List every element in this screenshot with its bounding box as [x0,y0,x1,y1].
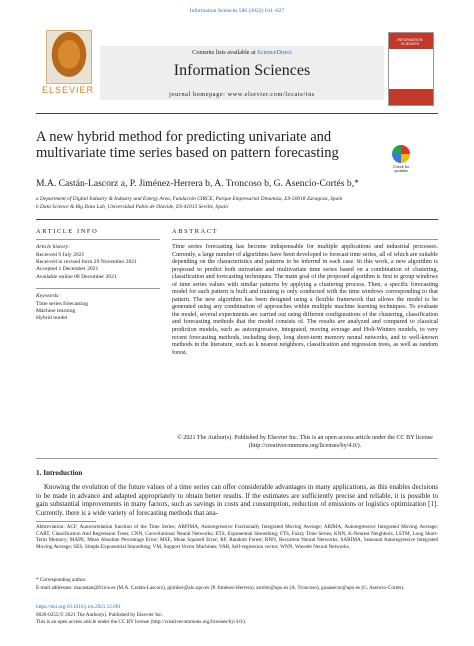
email-addresses[interactable]: E-mail addresses: macastan@fcirce.es (M.A. Castán-Lascorz), pjimher@alu.upo.es (P. Jiménez-Herrera), atrolor@upo.es (A. Troncoso), guaasecor@upo.es (G. Asencio-Cortés). [36,585,405,591]
section-heading-introduction: 1. Introduction [36,469,83,477]
article-title: A new hybrid method for predicting univariate and multivariate time series based on pattern forecasting [36,129,339,161]
check-updates-icon[interactable] [392,145,410,163]
elsevier-logo [38,30,98,100]
divider [36,239,160,240]
keyword-list [36,301,166,323]
elsevier-tree-icon [46,30,92,84]
license-line[interactable]: This is an open access article under the CC BY license (http://creativecommons.org/licenses/by/4.0/). [36,619,247,625]
journal-homepage[interactable]: journal homepage: www.elsevier.com/locate/ins [169,91,315,98]
keyword: Machine learning [36,308,76,315]
history-item: Accepted 1 December 2021 [36,266,99,273]
publisher-name: ELSEVIER [41,85,95,95]
history-label: Article history: [36,244,71,250]
corresponding-author-note: * Corresponding author. [36,577,87,583]
divider [36,219,438,220]
history-item: Received in revised form 29 November 2021 [36,259,137,266]
journal-reference[interactable]: Information Sciences 586 (2022) 611–627 [189,8,285,14]
copyright-notice: © 2021 The Author(s). Published by Elsevier Inc. This is an open access article under the CC BY license (http://creativecommons.org/licenses/by/4.0/). [177,435,433,449]
check-updates-label[interactable]: Check for updates [392,165,410,174]
contents-prefix: Contents lists available at [192,49,258,56]
history-item: Available online 08 December 2021 [36,273,117,280]
contents-line [100,49,384,56]
sciencedirect-link[interactable]: ScienceDirect [257,49,292,56]
abstract-heading: ABSTRACT [172,228,219,235]
article-history [36,252,166,281]
keyword: Hybrid model [36,315,68,322]
cover-title: INFORMATION SCIENCES [397,38,423,47]
issn-line: 0020-0255/© 2021 The Author(s). Published by Elsevier Inc. [36,612,164,618]
divider [36,288,160,289]
keywords-label: Keywords: [36,293,61,299]
introduction-paragraph: Knowing the evolution of the future values of a time series can offer considerable advantages in many applications, as this enables decisions to be made in advance and adapted appropriately to obtain better results. If the estimates are sufficiently precise and reliable, it is possible to gain substantial improvements in many factors, such as savings in costs and consumption, reduction of emissions or logistics optimization [1]. Currently, there is a wide variety of forecasting methods that ana- [36,483,438,517]
history-item: Received 9 July 2021 [36,252,85,258]
author-list: M.A. Castán-Lascorz a, P. Jiménez-Herrera b, A. Troncoso b, G. Asencio-Cortés b,* [36,178,359,189]
keyword: Time series forecasting [36,301,88,307]
divider [172,239,438,240]
abbreviation-footnote: Abbreviation: ACF, Autocorrelation function of the Time Series; ARFIMA, Autoregressive Fractionally Integrated Moving Average; ARIMA, Autoregressive Integrated Moving Average; CART, Classification And Regression Trees; CNN, Convolutional Neural Networks; ETS, Exponential Smoothing; FTS, Fuzzy Time Series; KNN, K-Nearest Neighbors; LSTM, Long Short-Term Memory; MAPE, Mean Absolute Percentage Error; MSE, Mean Squared Error; RF, Random Forest; RNN, Recurrent Neural Networks; SARIMA, Seasonal Autoregressive Integrated Moving Average; SES, Simple Exponential Smoothing; VM, Support Vector Machines; VAR, Self-regression vector; WNN, Wavelet Neural Networks. [36,524,438,551]
divider [36,458,438,459]
affiliation-b: b Data Science & Big Data Lab, Universidad Pablo de Olavide, ES-41013 Seville, Spain [36,204,228,210]
footnote-divider [36,521,96,522]
doi-link[interactable]: https://doi.org/10.1016/j.ins.2021.12.001 [36,604,121,610]
article-info-heading: ARTICLE INFO [36,228,99,235]
affiliation-a: a Department of Digital Industry & Industry and Energy Area, Fundación CIRCE, Parque Empresarial Dinamiza, ES-50018 Zaragoza, Spain [36,196,343,202]
abstract-text: Time series forecasting has become indispensable for multiple applications and industrial processes. Currently, a large number of algorithms have been developed to forecast time series, all of which are suitable depending on the characteristics and patterns to be inferred in each case. In this work, a new algorithm is proposed to predict both univariate and multivariate time series based on a combination of clustering, classification and forecasting techniques. The main goal of the proposed algorithm is first to group windows of time series values with similar patterns by applying a clustering process. Then, a specific forecasting model for each pattern is built and training is only conducted with the time windows corresponding to that pattern. The new algorithm has been designed using a flexible framework that allows the model to be generated using any combination of approaches within multiple machine learning techniques. To evaluate the model, several experiments are carried out using different configurations of the clustering, classification and forecasting methods that the model consists of. The results are analyzed and compared to classical prediction models, such as autoregressive, integrated, moving average and Holt-Winters models, to very recent forecasting methods, including deep, long short-term memory neural networks, and to well-known methods in the literature, such as k nearest neighbors, classification and regression trees, as well as random forest. [172,244,438,356]
journal-title: Information Sciences [173,62,311,79]
